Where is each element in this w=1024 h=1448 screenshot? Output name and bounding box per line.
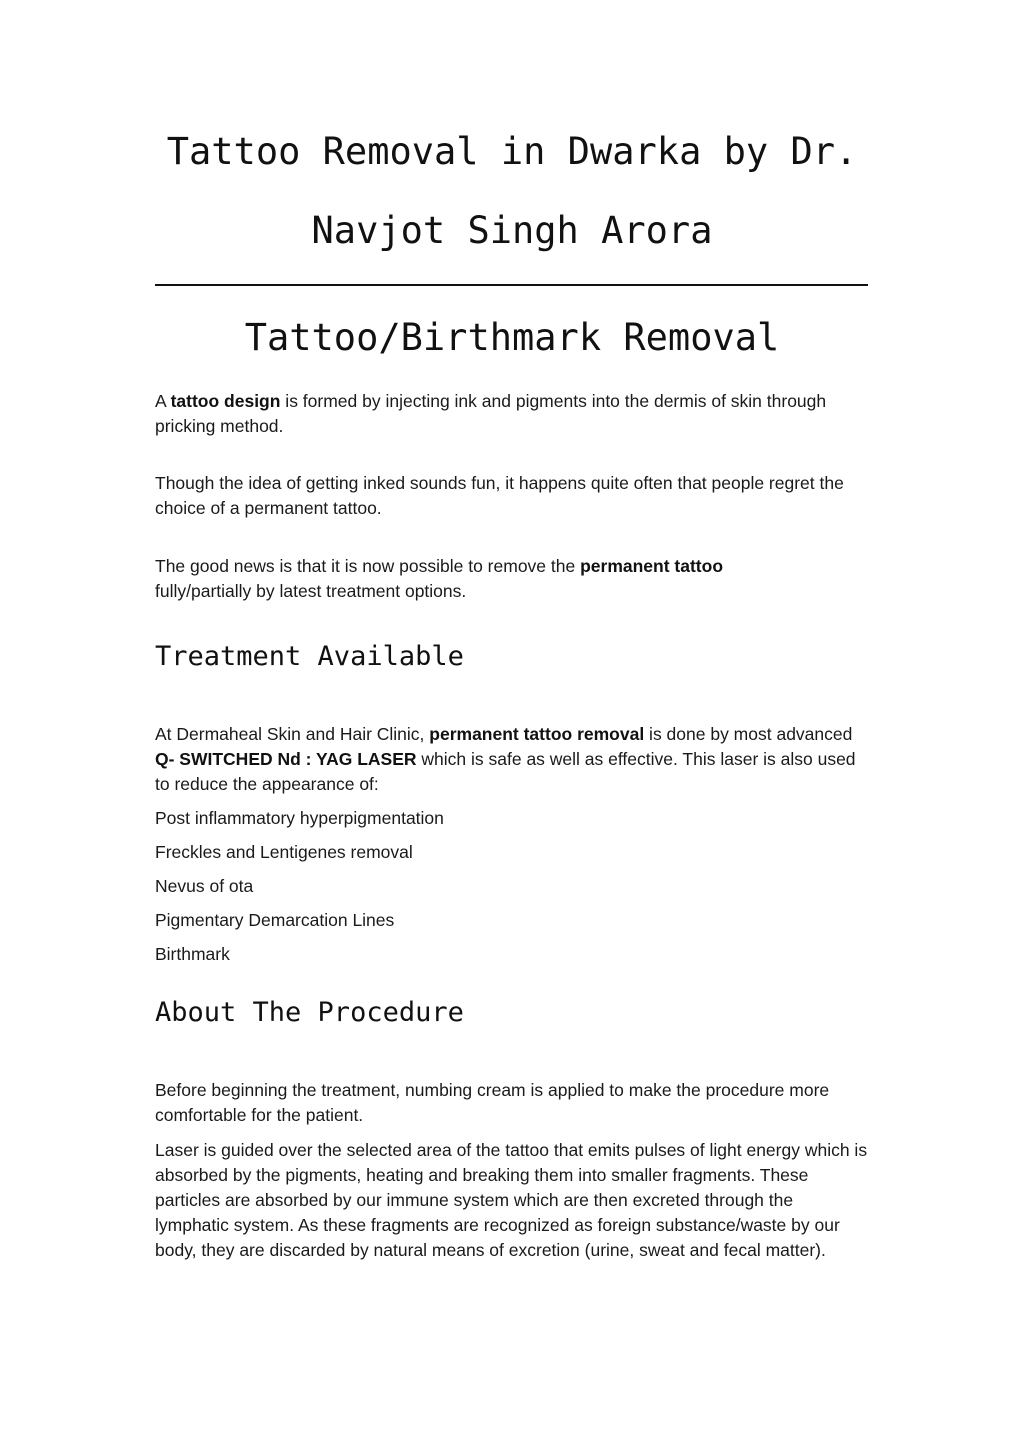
treatment-available-heading: Treatment Available	[155, 641, 464, 672]
intro-p1-text-c: is formed by injecting ink and pigments into the dermis of skin through pricking method.	[155, 391, 827, 436]
treatment-paragraph	[155, 722, 870, 797]
intro-p3-text-c: fully/partially by latest treatment options.	[155, 581, 467, 601]
intro-paragraph-3	[155, 554, 725, 604]
title-divider	[155, 284, 868, 286]
procedure-paragraph-1: Before beginning the treatment, numbing cream is applied to make the procedure more comfortable for the patient.	[155, 1080, 830, 1125]
list-item: Pigmentary Demarcation Lines	[155, 910, 395, 930]
intro-p3-bold-permanent-tattoo: permanent tattoo	[580, 556, 724, 576]
intro-paragraph-2: Though the idea of getting inked sounds fun, it happens quite often that people regret the choice of a permanent tattoo.	[155, 473, 844, 518]
conditions-list	[155, 806, 444, 976]
treatment-bold-laser-name: Q- SWITCHED Nd : YAG LASER	[155, 749, 417, 769]
list-item: Post inflammatory hyperpigmentation	[155, 808, 444, 828]
treatment-text-e: which is safe as well as effective. This laser is also used to reduce the appearance of:	[155, 749, 856, 794]
intro-p3-text-a: The good news is that it is now possible to remove the	[155, 556, 581, 576]
page-title-line-1: Tattoo Removal in Dwarka by Dr.	[166, 130, 858, 173]
intro-p1-bold-tattoo-design: tattoo design	[170, 391, 281, 411]
intro-p1-text-a: A	[155, 391, 171, 411]
procedure-paragraph-2: Laser is guided over the selected area of the tattoo that emits pulses of light energy which is absorbed by the pigments, heating and breaking them into smaller fragments. These particles are absorbed by our immune system which are then excreted through the lymphatic system. As these fragments are recognized as foreign substance/waste by our body, they are discarded by natural means of excretion (urine, sweat and fecal matter).	[155, 1140, 868, 1260]
about-procedure-heading: About The Procedure	[155, 997, 464, 1028]
treatment-text-a: At Dermaheal Skin and Hair Clinic,	[155, 724, 430, 744]
list-item: Birthmark	[155, 944, 230, 964]
treatment-bold-permanent-tattoo-removal: permanent tattoo removal	[429, 724, 645, 744]
list-item: Nevus of ota	[155, 876, 254, 896]
treatment-text-c: is done by most advanced	[644, 724, 853, 744]
intro-paragraph-1	[155, 389, 870, 439]
list-item: Freckles and Lentigenes removal	[155, 842, 413, 862]
page-title-line-2: Navjot Singh Arora	[311, 209, 713, 252]
section-title-tattoo-birthmark-removal: Tattoo/Birthmark Removal	[244, 316, 780, 359]
